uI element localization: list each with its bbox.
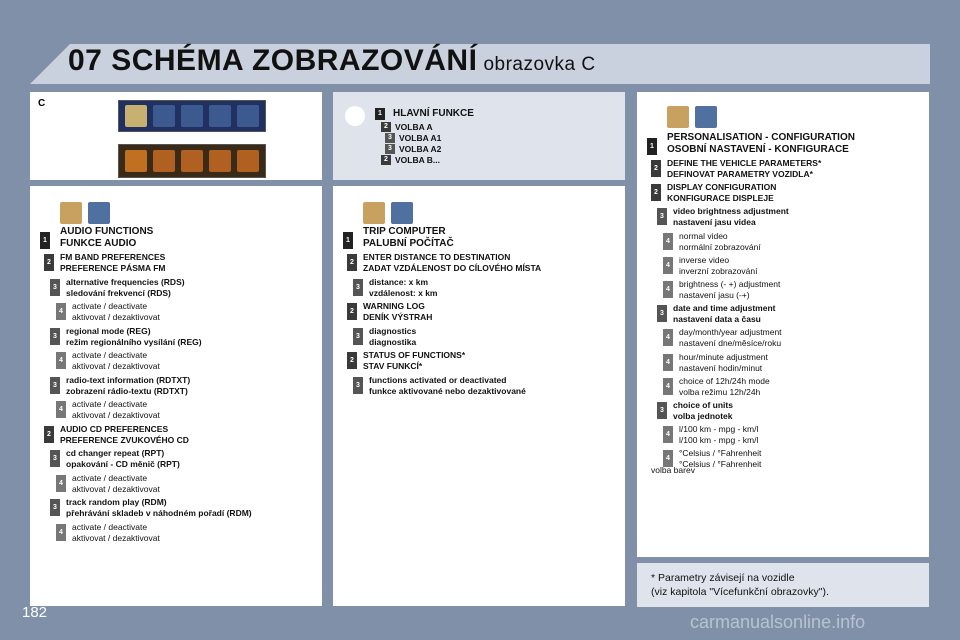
menu-row (72, 350, 160, 372)
level-badge: 4 (663, 329, 673, 346)
menu-row (679, 424, 758, 446)
level-badge: 2 (651, 184, 661, 201)
fuel-pump-icon (363, 202, 385, 224)
phone-icon (209, 105, 231, 127)
menu-row-cz: nastavení hodin/minut (679, 362, 763, 373)
level-badge: 4 (56, 303, 66, 320)
fuel-gauge-icon (391, 202, 413, 224)
level-badge: 4 (663, 257, 673, 274)
main-menu-panel (333, 92, 625, 180)
level-badge: 3 (353, 328, 363, 345)
phone-icon (209, 150, 231, 172)
level-badge: 2 (347, 352, 357, 369)
menu-row-en: video brightness adjustment (673, 206, 789, 217)
menu-row-cz: PREFERENCE PÁSMA FM (60, 263, 166, 273)
menu-row (667, 158, 821, 180)
page-title (68, 44, 596, 78)
menu-row-cz: nastavení dne/měsíce/roku (679, 338, 782, 349)
main-menu-item: VOLBA A1 (399, 133, 442, 143)
level-badge: 4 (663, 450, 673, 467)
menu-row-en: choice of 12h/24h mode (679, 375, 770, 386)
menu-row-cz: vzdálenost: x km (369, 287, 438, 298)
menu-row-cz: inverzní zobrazování (679, 265, 758, 276)
level-badge: 4 (663, 354, 673, 371)
personal-panel (637, 92, 929, 557)
menu-row-cz: sledování frekvencí (RDS) (66, 287, 171, 298)
level-badge: 3 (657, 305, 667, 322)
level-badge: 3 (50, 279, 60, 296)
menu-row (363, 350, 465, 372)
menu-row-en: activate / deactivate (72, 472, 148, 483)
trailing-text: volba barev (651, 464, 695, 475)
level-badge: 1 (343, 232, 353, 249)
menu-row (679, 327, 782, 349)
menu-row (369, 326, 416, 348)
section-title-cz: PALUBNÍ POČÍTAČ (363, 238, 454, 249)
menu-row (66, 497, 252, 519)
menu-row-en: normal video (679, 230, 728, 241)
settings-icon (181, 150, 203, 172)
level-badge: 3 (50, 377, 60, 394)
menu-row (66, 448, 180, 470)
menu-row-en: diagnostics (369, 325, 417, 336)
menu-row-en: distance: x km (369, 276, 429, 287)
menu-row-en: WARNING LOG (363, 301, 425, 311)
menu-row-cz: DEFINOVAT PARAMETRY VOZIDLA* (667, 169, 813, 179)
icon-bar-bottom (118, 144, 266, 178)
menu-row-en: regional mode (REG) (66, 325, 151, 336)
menu-row-cz: volba jednotek (673, 411, 733, 421)
menu-row (72, 522, 160, 544)
section-title (363, 226, 454, 250)
audio-icon (125, 150, 147, 172)
level-badge: 3 (353, 279, 363, 296)
level-badge: 4 (56, 524, 66, 541)
disc-icon (88, 202, 110, 224)
level-badge: 3 (50, 328, 60, 345)
menu-row-cz: °Celsius / °Fahrenheit (679, 459, 762, 470)
menu-row-en: alternative frequencies (RDS) (66, 276, 185, 287)
menu-row-en: AUDIO CD PREFERENCES (60, 423, 169, 434)
menu-row-en: functions activated or deactivated (369, 374, 507, 385)
menu-row-en: inverse video (679, 254, 730, 265)
menu-row-cz: volba režimu 12h/24h (679, 386, 761, 397)
level-badge: 1 (375, 108, 385, 120)
level-badge: 3 (385, 144, 395, 154)
audio-icon (125, 105, 147, 127)
section-title-cz: FUNKCE AUDIO (60, 238, 137, 249)
menu-row (60, 252, 165, 274)
level-badge: 4 (663, 378, 673, 395)
menu-row-cz: PREFERENCE ZVUKOVÉHO CD (60, 434, 189, 445)
level-badge: 4 (663, 281, 673, 298)
menu-row-cz: opakování - CD měnič (RPT) (66, 459, 180, 469)
menu-row (363, 301, 432, 323)
menu-row (369, 375, 526, 397)
menu-row (72, 399, 160, 421)
menu-row (72, 301, 160, 323)
menu-row (60, 424, 189, 446)
main-menu-item: VOLBA A2 (399, 144, 442, 154)
screen-label: C (38, 98, 46, 109)
menu-row-cz: DENÍK VÝSTRAH (363, 312, 433, 322)
menu-row-en: DEFINE THE VEHICLE PARAMETERS* (667, 158, 822, 168)
menu-row-cz: nastavení jasu videa (673, 217, 756, 228)
menu-row-cz: aktivovat / dezaktivovat (72, 483, 160, 494)
level-badge: 3 (50, 450, 60, 467)
menu-row (673, 206, 789, 228)
menu-row-en: cd changer repeat (RPT) (66, 448, 165, 458)
menu-row-cz: STAV FUNKCÍ* (363, 361, 423, 371)
level-badge: 4 (663, 426, 673, 443)
main-menu-item: VOLBA B... (395, 155, 441, 165)
section-title-cz: OSOBNÍ NASTAVENÍ - KONFIGURACE (667, 144, 849, 155)
level-badge: 2 (651, 160, 661, 177)
level-badge: 3 (353, 377, 363, 394)
level-badge: 2 (44, 426, 54, 443)
menu-row-cz: diagnostika (369, 336, 417, 347)
menu-row (679, 376, 770, 398)
menu-row (679, 255, 757, 277)
menu-row-en: date and time adjustment (673, 303, 776, 314)
menu-row-en: choice of units (673, 400, 733, 410)
chapter-title: SCHÉMA ZOBRAZOVÁNÍ (111, 44, 478, 77)
menu-row-cz: normální zobrazování (679, 241, 761, 252)
menu-row (667, 182, 776, 204)
level-badge: 3 (657, 208, 667, 225)
gear-icon (345, 106, 365, 126)
trip-icon (153, 150, 175, 172)
level-badge: 2 (381, 155, 391, 165)
menu-row (673, 400, 733, 422)
watermark: carmanualsonline.info (690, 612, 866, 632)
menu-row-en: FM BAND PREFERENCES (60, 252, 166, 262)
menu-row-cz: aktivovat / dezaktivovat (72, 532, 160, 543)
menu-row-en: activate / deactivate (72, 521, 148, 532)
menu-row (66, 375, 190, 397)
sliders-icon (695, 106, 717, 128)
menu-row (363, 252, 541, 274)
level-badge: 2 (347, 254, 357, 271)
menu-row (679, 279, 780, 301)
menu-row-cz: aktivovat / dezaktivovat (72, 361, 160, 371)
menu-row-cz: aktivovat / dezaktivovat (72, 410, 160, 420)
menu-row-en: track random play (RDM) (66, 497, 167, 507)
menu-row-cz: ZADAT VZDÁLENOST DO CÍLOVÉHO MÍSTA (363, 263, 542, 273)
icon-bar-top (118, 100, 266, 132)
section-title (667, 132, 855, 156)
page-number: 182 (22, 604, 48, 621)
level-badge: 3 (657, 402, 667, 419)
section-title-en: TRIP COMPUTER (363, 226, 446, 237)
level-badge: 1 (647, 138, 657, 155)
menu-row-en: activate / deactivate (72, 399, 148, 409)
section-title-en: AUDIO FUNCTIONS (60, 226, 154, 237)
menu-row-en: activate / deactivate (72, 301, 148, 311)
menu-row-en: l/100 km - mpg - km/l (679, 424, 759, 435)
menu-row-en: DISPLAY CONFIGURATION (667, 182, 777, 193)
audio-panel (30, 186, 322, 606)
level-badge: 4 (56, 475, 66, 492)
menu-row (72, 473, 160, 495)
menu-row-cz: funkce aktivované nebo dezaktivované (369, 385, 526, 396)
level-badge: 2 (347, 303, 357, 320)
menu-row (679, 352, 768, 374)
menu-row-cz: režim regionálního vysílání (REG) (66, 336, 202, 347)
settings-icon (667, 106, 689, 128)
level-badge: 4 (663, 233, 673, 250)
main-menu-title: HLAVNÍ FUNKCE (393, 108, 474, 119)
settings-icon (181, 105, 203, 127)
menu-row-en: radio-text information (RDTXT) (66, 374, 191, 385)
trip-panel (333, 186, 625, 606)
menu-row-en: STATUS OF FUNCTIONS* (363, 350, 466, 360)
menu-row-cz: aktivovat / dezaktivovat (72, 312, 160, 322)
level-badge: 2 (381, 122, 391, 132)
menu-row-en: day/month/year adjustment (679, 327, 782, 338)
section-title-en: PERSONALISATION - CONFIGURATION (667, 132, 855, 143)
menu-row-cz: přehrávání skladeb v náhodném pořadí (RDM) (66, 508, 252, 518)
menu-row-cz: nastavení jasu (-+) (679, 290, 750, 300)
menu-row-en: ENTER DISTANCE TO DESTINATION (363, 252, 511, 262)
tools-icon (237, 105, 259, 127)
menu-row-en: hour/minute adjustment (679, 351, 768, 362)
menu-row (673, 303, 776, 325)
level-badge: 4 (56, 401, 66, 418)
menu-row (66, 277, 185, 299)
menu-row-cz: zobrazení rádio-textu (RDTXT) (66, 385, 188, 396)
level-badge: 3 (385, 133, 395, 143)
tools-icon (237, 150, 259, 172)
trip-icon (153, 105, 175, 127)
screen-panel (30, 92, 322, 180)
footnote-panel (637, 563, 929, 607)
menu-row-cz: nastavení data a času (673, 314, 761, 325)
level-badge: 2 (44, 254, 54, 271)
menu-row (66, 326, 202, 348)
section-title (60, 226, 153, 250)
footnote-line2: (viz kapitola "Vícefunkční obrazovky"). (651, 586, 829, 598)
footnote-line1: * Parametry závisejí na vozidle (651, 572, 795, 584)
menu-row-cz: l/100 km - mpg - km/l (679, 435, 759, 446)
main-menu-item: VOLBA A (395, 122, 433, 132)
audio-icon (60, 202, 82, 224)
menu-row-cz: KONFIGURACE DISPLEJE (667, 193, 774, 204)
chapter-number: 07 (68, 44, 103, 77)
menu-row-en: °Celsius / °Fahrenheit (679, 448, 762, 459)
level-badge: 1 (40, 232, 50, 249)
menu-row-en: activate / deactivate (72, 350, 148, 360)
level-badge: 4 (56, 352, 66, 369)
menu-row (369, 277, 438, 299)
menu-row (679, 231, 761, 253)
chapter-subtitle: obrazovka C (483, 54, 596, 75)
menu-row-en: brightness (- +) adjustment (679, 279, 781, 289)
level-badge: 3 (50, 499, 60, 516)
